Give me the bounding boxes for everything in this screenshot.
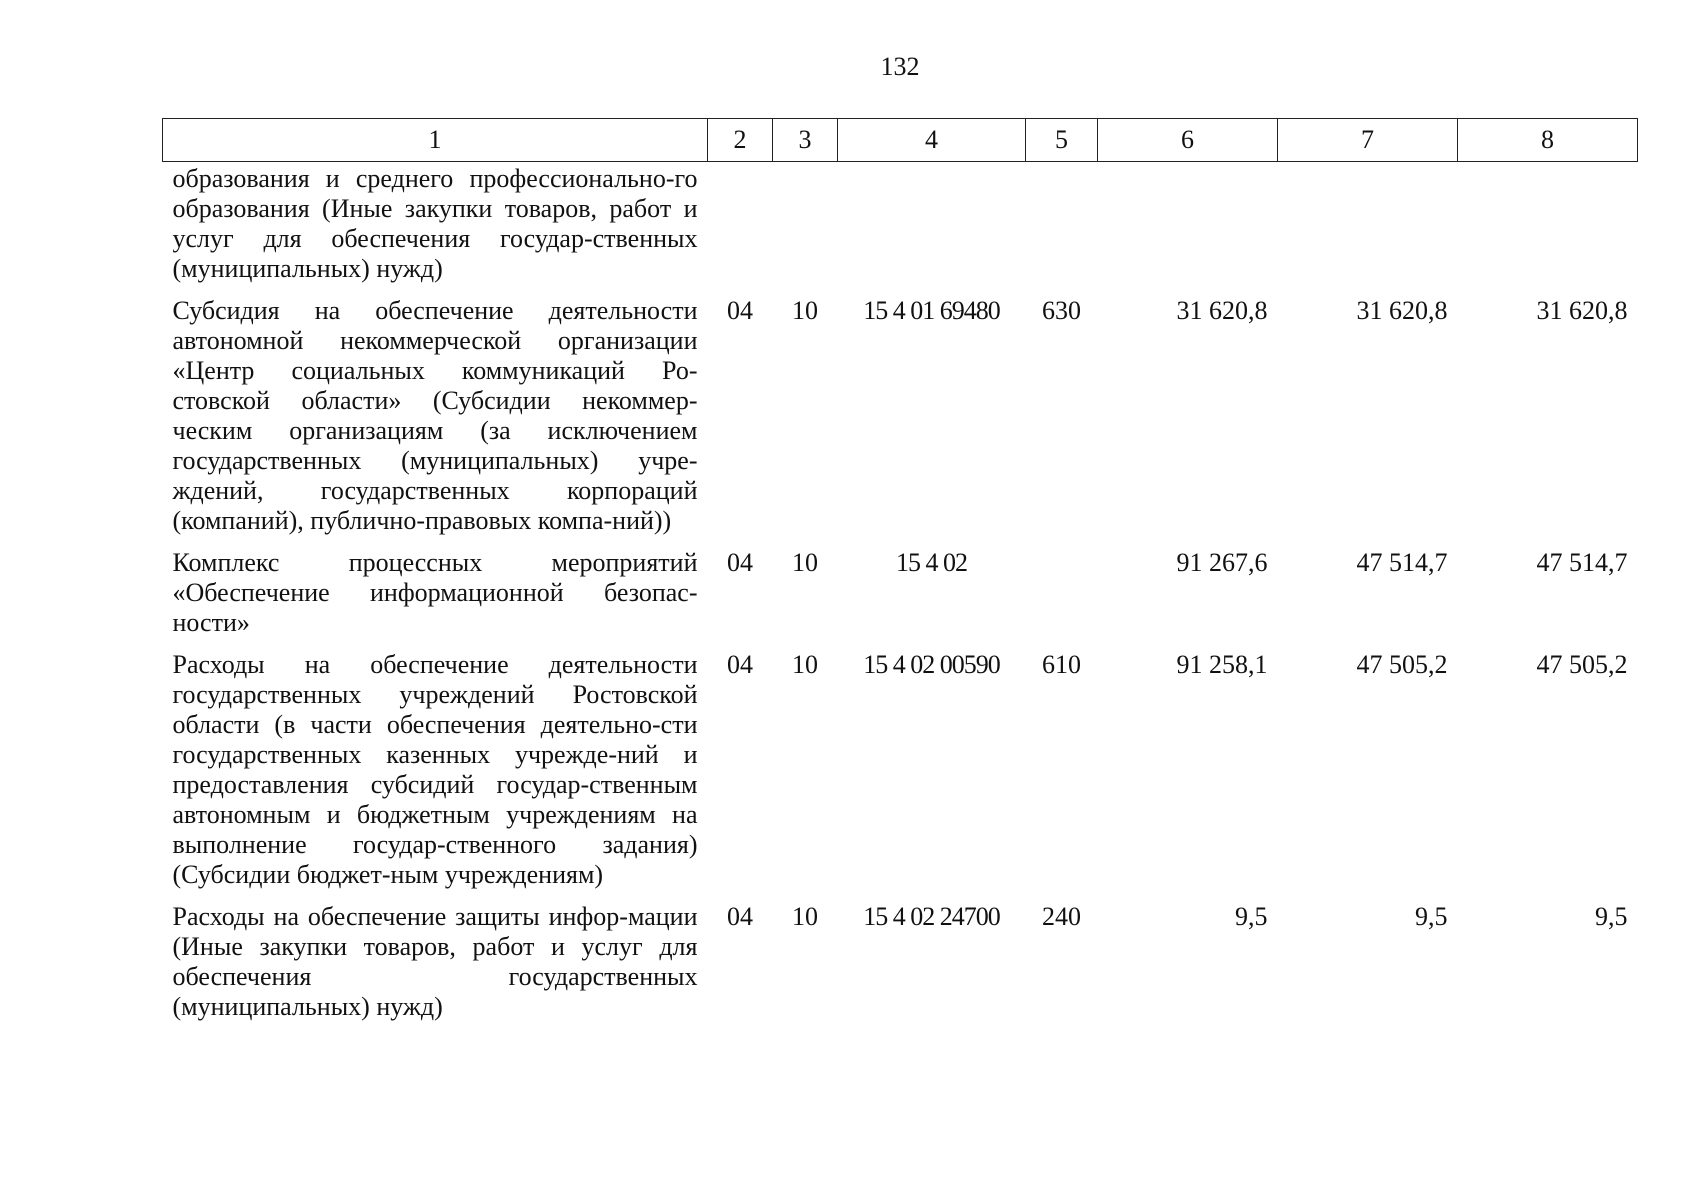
row-description: Расходы на обеспечение деятельности государственных учреждений Ростовской области (в части обеспечения деятельно-сти государственных казенных учрежде-ний и предоставления субсидий государ-ственным автономным и бюджетным учреждениям на выполнение государ-ственного задания) (Субсидии бюджет-ным учреждениям) xyxy=(172,650,698,889)
column-header-6: 6 xyxy=(1098,119,1278,162)
row-description: образования и среднего профессионально-го образования (Иные закупки товаров, работ и услуг для обеспечения государ-ственных (муниципальных) нужд) xyxy=(172,164,698,283)
column-header-4: 4 xyxy=(838,119,1026,162)
amount-col-8: 9,5 xyxy=(1595,902,1628,931)
expense-type-code: 240 xyxy=(1042,902,1081,931)
table-row-continuation xyxy=(163,162,1638,295)
section-code: 04 xyxy=(727,650,753,679)
target-article-code: 15 4 02 00590 xyxy=(863,650,1000,679)
amount-col-8: 47 514,7 xyxy=(1536,548,1628,577)
expense-type-code: 630 xyxy=(1042,296,1081,325)
page-number: 132 xyxy=(880,52,920,81)
subsection-code: 10 xyxy=(792,650,818,679)
row-description: Комплекс процессных мероприятий «Обеспечение информационной безопас-ности» xyxy=(172,548,698,637)
amount-col-7: 9,5 xyxy=(1415,902,1448,931)
amount-col-8: 47 505,2 xyxy=(1536,650,1628,679)
amount-col-7: 47 514,7 xyxy=(1356,548,1448,577)
amount-col-8: 31 620,8 xyxy=(1536,296,1628,325)
subsection-code: 10 xyxy=(792,296,818,325)
column-header-7: 7 xyxy=(1278,119,1458,162)
amount-col-7: 31 620,8 xyxy=(1356,296,1448,325)
column-header-3: 3 xyxy=(773,119,838,162)
amount-col-6: 91 258,1 xyxy=(1176,650,1268,679)
row-description: Субсидия на обеспечение деятельности автономной некоммерческой организации «Центр социальных коммуникаций Ро-стовской области» (Субсидии некоммер-ческим организациям (за исключением государственных (муниципальных) учре-ждений, государственных корпораций (компаний), публично-правовых компа-ний)) xyxy=(172,296,698,535)
amount-col-6: 31 620,8 xyxy=(1176,296,1268,325)
expense-type-code xyxy=(1026,546,1098,648)
table-header-row xyxy=(163,119,1638,162)
column-header-1: 1 xyxy=(163,119,708,162)
target-article-code: 15 4 02 xyxy=(896,548,967,577)
section-code: 04 xyxy=(727,902,753,931)
budget-table xyxy=(162,118,1638,1032)
target-article-code: 15 4 01 69480 xyxy=(863,296,1000,325)
subsection-code: 10 xyxy=(792,902,818,931)
column-header-5: 5 xyxy=(1026,119,1098,162)
section-code: 04 xyxy=(727,296,753,325)
row-description: Расходы на обеспечение защиты инфор-мации (Иные закупки товаров, работ и услуг для обеспечения государственных (муниципальных) нужд) xyxy=(172,902,698,1021)
amount-col-7: 47 505,2 xyxy=(1356,650,1448,679)
amount-col-6: 9,5 xyxy=(1235,902,1268,931)
amount-col-6: 91 267,6 xyxy=(1176,548,1268,577)
subsection-code: 10 xyxy=(792,548,818,577)
table-row xyxy=(163,294,1638,546)
table-row xyxy=(163,546,1638,648)
expense-type-code: 610 xyxy=(1042,650,1081,679)
target-article-code: 15 4 02 24700 xyxy=(863,902,1000,931)
column-header-2: 2 xyxy=(708,119,773,162)
column-header-8: 8 xyxy=(1458,119,1638,162)
table-row xyxy=(163,648,1638,900)
section-code: 04 xyxy=(727,548,753,577)
table-row xyxy=(163,900,1638,1032)
